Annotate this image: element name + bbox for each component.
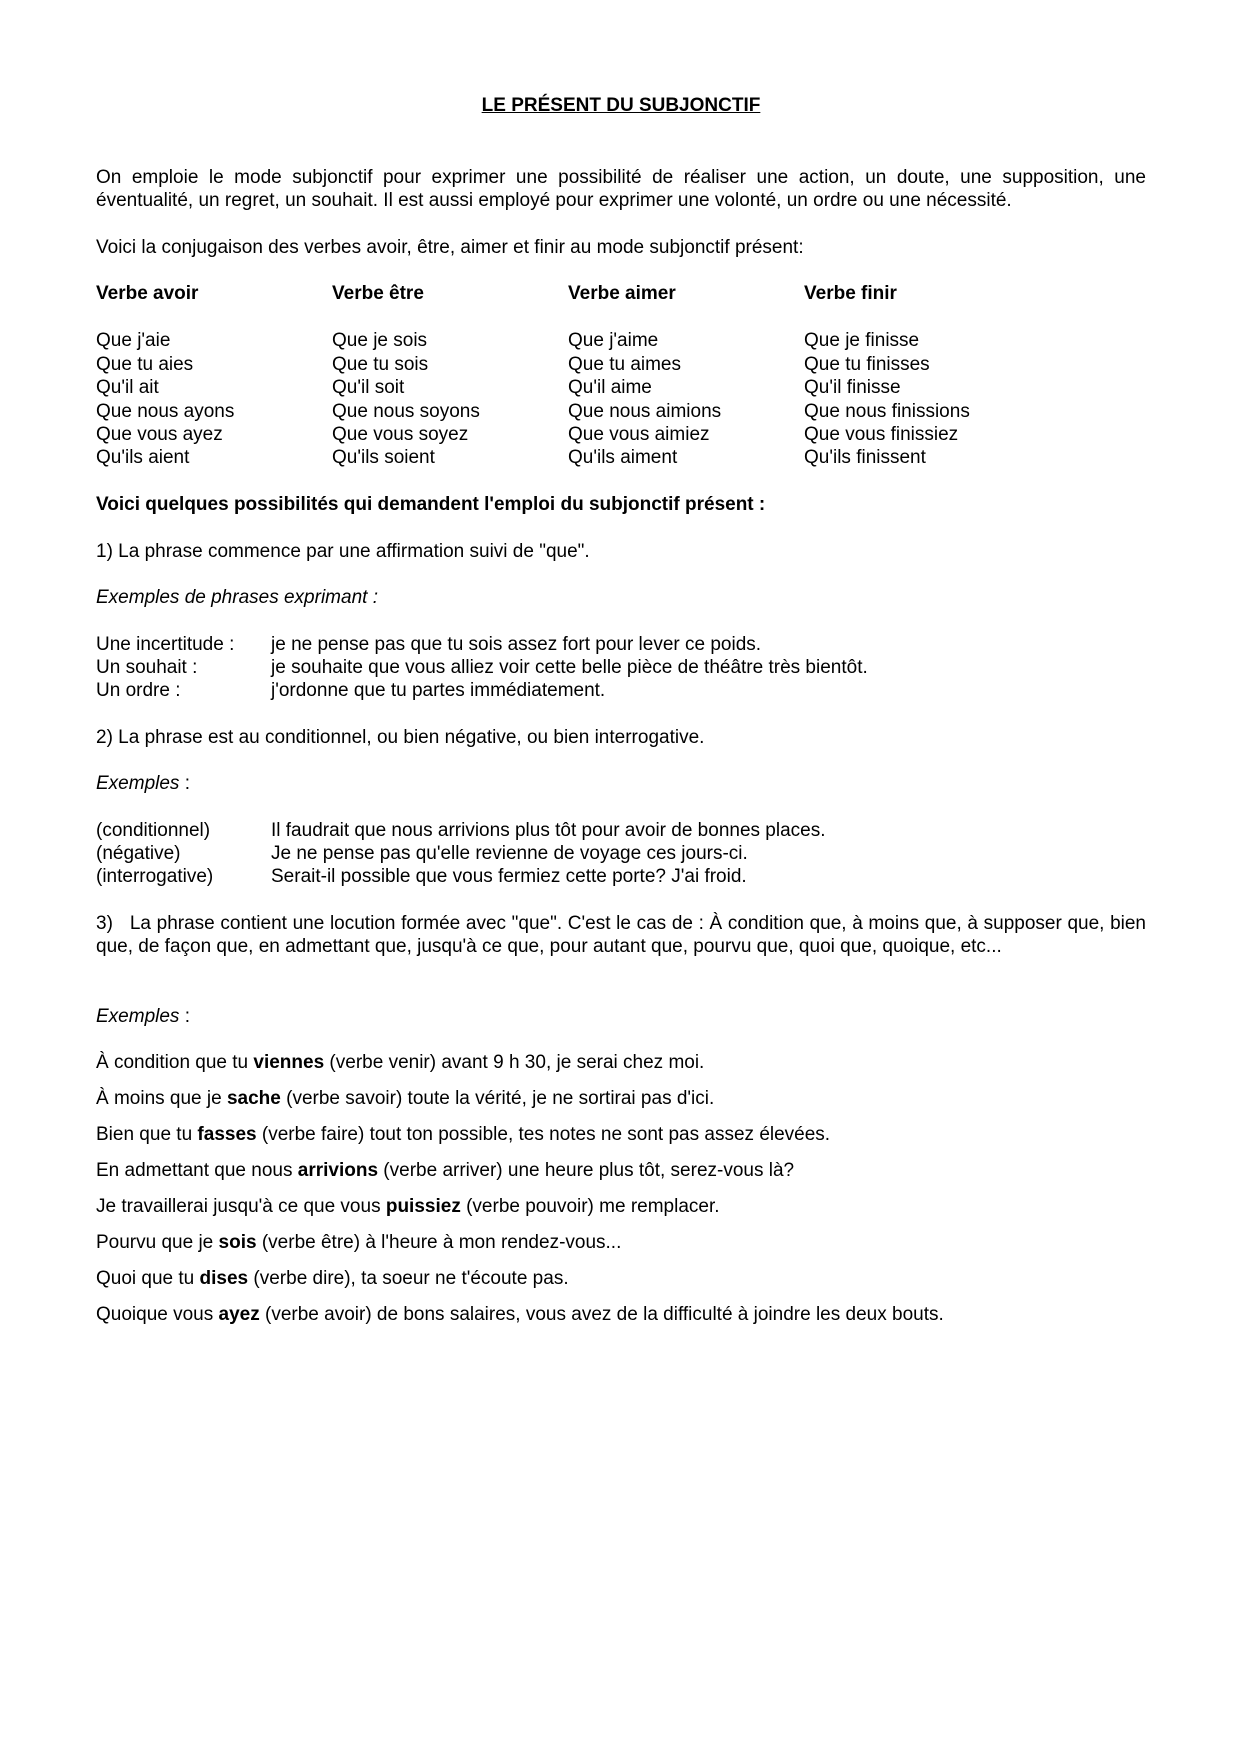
example-label: Une incertitude : bbox=[96, 634, 235, 655]
conjugation-form: Que vous soyez bbox=[332, 424, 469, 446]
example-text: Serait-il possible que vous fermiez cette porte? J'ai froid. bbox=[271, 866, 747, 887]
example-sentence bbox=[96, 1196, 720, 1218]
conjugation-form: Que vous ayez bbox=[96, 424, 223, 446]
sentence-part: Pourvu que je bbox=[96, 1232, 219, 1253]
sentence-part: (verbe venir) avant 9 h 30, je serai chez moi. bbox=[324, 1052, 705, 1073]
highlighted-verb: sache bbox=[226, 1088, 281, 1109]
sentence-part: (verbe arriver) une heure plus tôt, serez-vous là? bbox=[378, 1160, 795, 1181]
examples-colon: : bbox=[179, 773, 190, 794]
conjugation-form: Que vous aimiez bbox=[568, 424, 710, 446]
examples-word: Exemples bbox=[96, 1006, 180, 1027]
rule-2: 2) La phrase est au conditionnel, ou bien négative, ou bien interrogative. bbox=[96, 727, 705, 748]
conjugation-column-finir bbox=[804, 282, 970, 470]
highlighted-verb: fasses bbox=[197, 1124, 257, 1145]
conjugation-form: Que tu sois bbox=[332, 353, 429, 375]
example-sentence bbox=[96, 1160, 794, 1182]
example-text: j'ordonne que tu partes immédiatement. bbox=[271, 680, 606, 701]
sentence-part: À condition que tu bbox=[96, 1052, 254, 1073]
conjugation-form: Que nous finissions bbox=[804, 400, 970, 422]
example-sentence bbox=[96, 1232, 621, 1254]
example-sentence bbox=[96, 1088, 714, 1110]
conjugation-column-etre bbox=[332, 282, 480, 470]
conjugation-form: Que nous ayons bbox=[96, 400, 235, 422]
conjugation-column-aimer bbox=[568, 282, 721, 470]
column-header: Verbe finir bbox=[804, 283, 897, 304]
example-label: Un souhait : bbox=[96, 657, 198, 678]
sentence-part: Quoi que tu bbox=[96, 1268, 200, 1289]
example-label: Un ordre : bbox=[96, 680, 181, 701]
column-header: Verbe avoir bbox=[96, 283, 199, 304]
conjugation-form: Que tu aimes bbox=[568, 353, 681, 375]
column-header: Verbe être bbox=[332, 283, 424, 304]
sentence-part: (verbe pouvoir) me remplacer. bbox=[460, 1196, 720, 1217]
example-text: je souhaite que vous alliez voir cette belle pièce de théâtre très bientôt. bbox=[271, 657, 868, 678]
highlighted-verb: dises bbox=[199, 1268, 249, 1289]
rule-3: 3) La phrase contient une locution formée avec "que". C'est le cas de : À condition que, à moins que, à supposer que, bien que, de façon que, en admettant que, jusqu'à ce que, pour autant que, pourvu que, quoi que, quoique, etc... bbox=[96, 913, 1152, 957]
conjugation-form: Que je sois bbox=[332, 330, 428, 352]
conjugation-form: Qu'ils soient bbox=[332, 447, 435, 469]
conjugation-form: Que nous soyons bbox=[332, 400, 480, 422]
page-title: LE PRÉSENT DU SUBJONCTIF bbox=[481, 95, 761, 116]
rule-3-examples-label bbox=[96, 1005, 1146, 1028]
sentence-part: Bien que tu bbox=[96, 1124, 198, 1145]
highlighted-verb: sois bbox=[218, 1232, 257, 1253]
example-text: Je ne pense pas qu'elle revienne de voyage ces jours-ci. bbox=[271, 843, 748, 864]
conjugation-intro: Voici la conjugaison des verbes avoir, être, aimer et finir au mode subjonctif présent: bbox=[96, 237, 804, 258]
sentence-part: À moins que je bbox=[96, 1088, 227, 1109]
rule-2-examples-label bbox=[96, 772, 1146, 795]
highlighted-verb: puissiez bbox=[385, 1196, 461, 1217]
example-text: je ne pense pas que tu sois assez fort pour lever ce poids. bbox=[271, 634, 762, 655]
highlighted-verb: viennes bbox=[253, 1052, 325, 1073]
example-label: (conditionnel) bbox=[96, 820, 211, 841]
rule-1-examples-label: Exemples de phrases exprimant : bbox=[96, 587, 378, 608]
conjugation-form: Qu'ils finissent bbox=[804, 447, 926, 469]
conjugation-form: Que vous finissiez bbox=[804, 424, 959, 446]
example-sentence bbox=[96, 1304, 944, 1326]
example-text: Il faudrait que nous arrivions plus tôt pour avoir de bonnes places. bbox=[271, 820, 826, 841]
conjugation-form: Qu'il soit bbox=[332, 377, 405, 399]
conjugation-form: Que j'aime bbox=[568, 330, 659, 352]
conjugation-form: Qu'ils aient bbox=[96, 447, 190, 469]
sentence-part: (verbe dire), ta soeur ne t'écoute pas. bbox=[248, 1268, 569, 1289]
sentence-part: (verbe être) à l'heure à mon rendez-vous... bbox=[256, 1232, 622, 1253]
conjugation-form: Qu'ils aiment bbox=[568, 447, 678, 469]
conjugation-form: Que tu finisses bbox=[804, 353, 930, 375]
conjugation-form: Que nous aimions bbox=[568, 400, 722, 422]
sentence-part: (verbe savoir) toute la vérité, je ne sortirai pas d'ici. bbox=[280, 1088, 715, 1109]
sentence-part: Quoique vous bbox=[96, 1304, 219, 1325]
sentence-part: (verbe avoir) de bons salaires, vous avez de la difficulté à joindre les deux bouts. bbox=[259, 1304, 944, 1325]
sentence-part: (verbe faire) tout ton possible, tes notes ne sont pas assez élevées. bbox=[256, 1124, 831, 1145]
example-label: (négative) bbox=[96, 843, 181, 864]
examples-word: Exemples bbox=[96, 773, 180, 794]
conjugation-form: Que j'aie bbox=[96, 330, 171, 352]
example-sentence bbox=[96, 1268, 569, 1290]
example-sentence bbox=[96, 1124, 830, 1146]
intro-paragraph: On emploie le mode subjonctif pour exprimer une possibilité de réaliser une action, un doute, une supposition, une éventualité, un regret, un souhait. Il est aussi employé pour exprimer une volonté, un ordre ou une nécessité. bbox=[96, 167, 1146, 211]
conjugation-column-avoir bbox=[96, 282, 234, 470]
highlighted-verb: arrivions bbox=[297, 1160, 379, 1181]
examples-colon: : bbox=[179, 1006, 190, 1027]
conjugation-form: Que je finisse bbox=[804, 330, 920, 352]
conjugation-form: Qu'il aime bbox=[568, 377, 652, 399]
column-header: Verbe aimer bbox=[568, 283, 676, 304]
conjugation-form: Qu'il finisse bbox=[804, 377, 901, 399]
highlighted-verb: ayez bbox=[218, 1304, 260, 1325]
possibilities-heading: Voici quelques possibilités qui demandent l'emploi du subjonctif présent : bbox=[96, 494, 766, 515]
example-sentence bbox=[96, 1052, 704, 1074]
sentence-part: Je travaillerai jusqu'à ce que vous bbox=[96, 1196, 386, 1217]
sentence-part: En admettant que nous bbox=[96, 1160, 298, 1181]
conjugation-form: Que tu aies bbox=[96, 353, 194, 375]
conjugation-form: Qu'il ait bbox=[96, 377, 159, 399]
rule-1: 1) La phrase commence par une affirmation suivi de "que". bbox=[96, 541, 590, 562]
example-label: (interrogative) bbox=[96, 866, 214, 887]
